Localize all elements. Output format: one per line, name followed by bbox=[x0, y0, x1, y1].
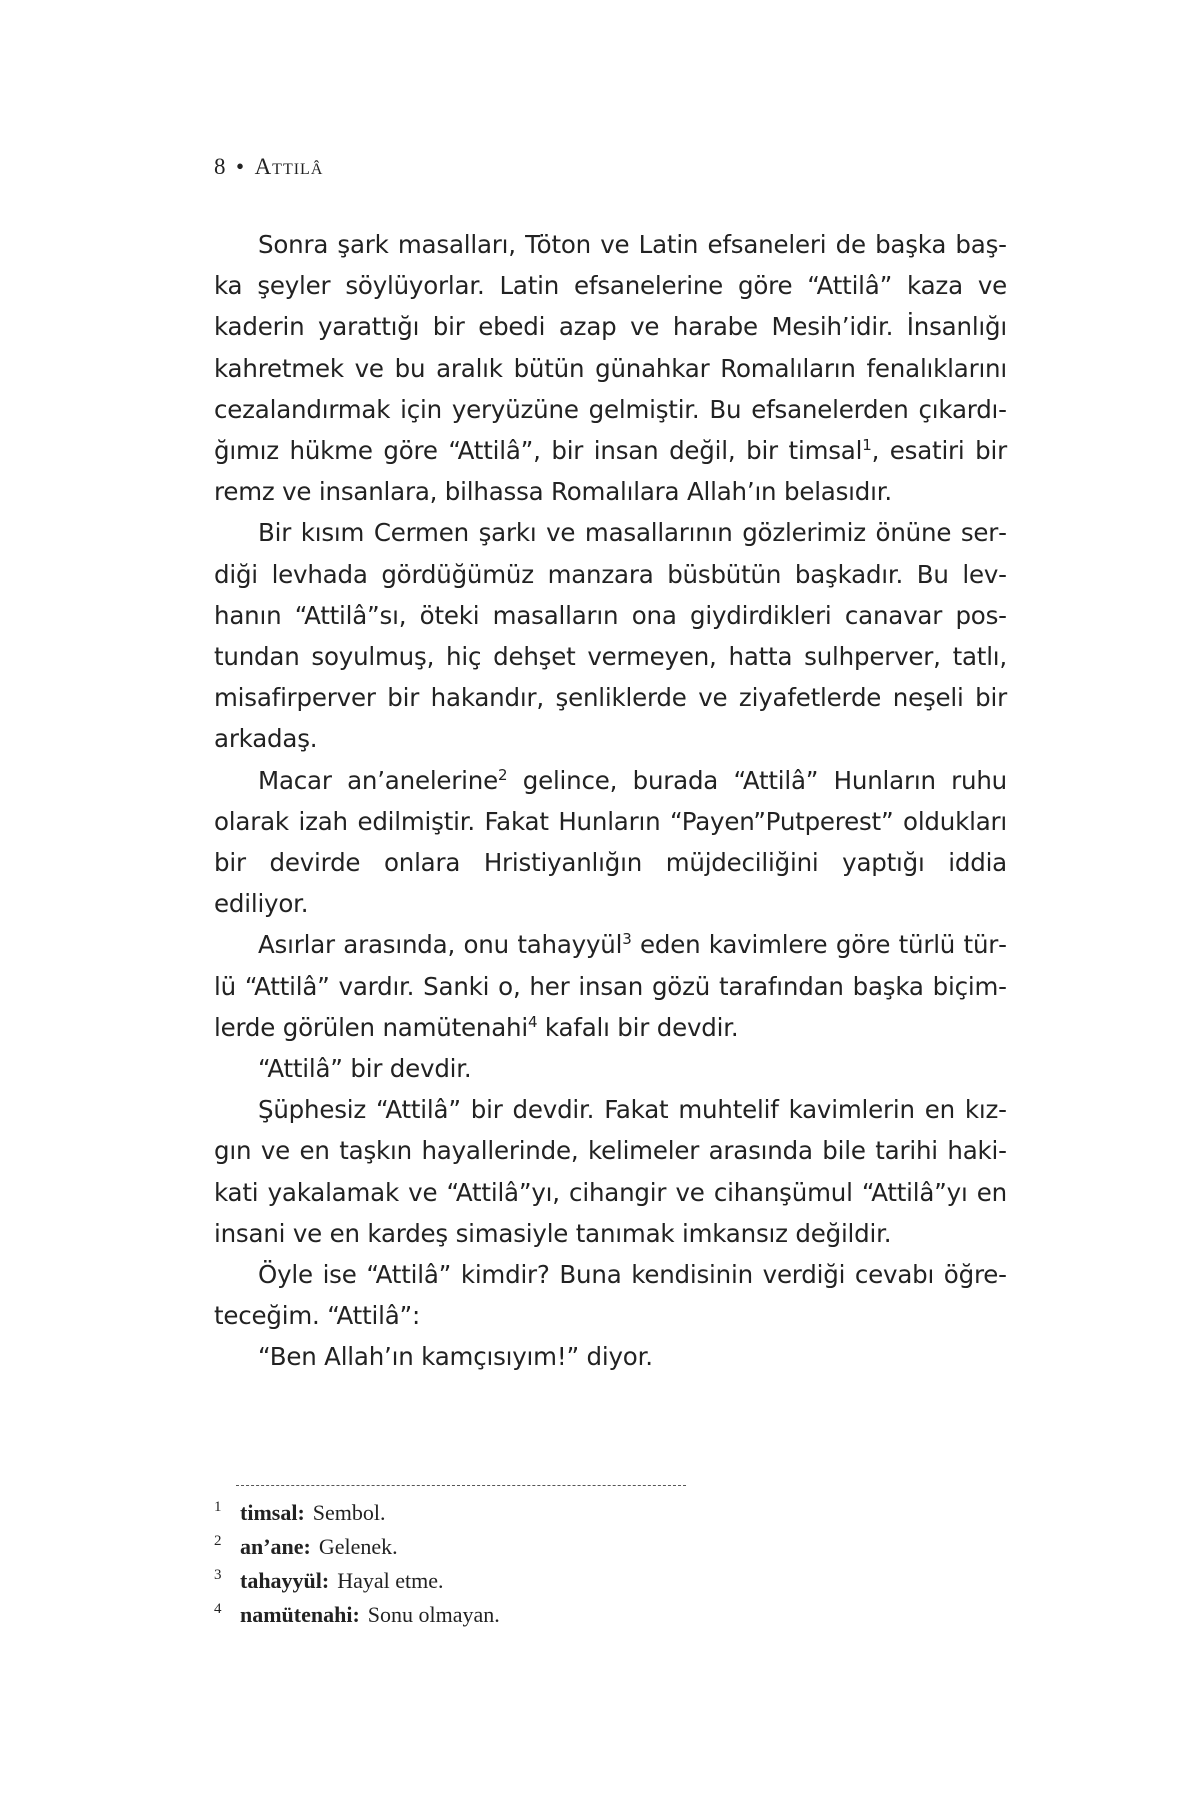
running-head bbox=[214, 154, 323, 180]
footnote bbox=[214, 1564, 914, 1598]
paragraph-text: Macar an’anelerine bbox=[258, 765, 498, 795]
paragraph bbox=[214, 760, 1007, 925]
paragraph bbox=[214, 924, 1007, 1048]
paragraph-text: gelince, burada “Attilâ” Hunların ruhu olarak izah edilmiştir. Fakat Hunların “Payen”Putperest” oldukları bir devirde onlara Hristiyanlığın müjdeciliğini yaptığı iddia ediliyor. bbox=[214, 765, 1008, 919]
paragraph-text: , esatiri bir remz ve insanlara, bilhassa Romalılara Allah’ın belasıdır. bbox=[214, 436, 1007, 507]
book-title: Attilâ bbox=[254, 154, 324, 179]
paragraph-text: “Ben Allah’ın kamçısıyım!” diyor. bbox=[258, 1342, 653, 1372]
footnote-term: an’ane: bbox=[240, 1534, 311, 1559]
paragraph-text: Asırlar arasında, onu tahayyül bbox=[258, 930, 623, 960]
footnote-term: namütenahi: bbox=[240, 1602, 360, 1627]
footnote-term: timsal: bbox=[240, 1500, 305, 1525]
paragraph bbox=[214, 1254, 1007, 1336]
paragraph-text: Bir kısım Cermen şarkı ve masallarının gözlerimiz önüne serdiği levhada gördüğümüz manzara büsbütün başkadır. Bu levhanın “Attilâ”sı, öteki masalların ona giydirdikleri canavar postundan soyulmuş, hiç dehşet vermeyen, hatta sulhperver, tatlı, misafirperver bir hakandır, şenliklerde ve ziyafetlerde neşeli bir arkadaş. bbox=[214, 518, 1007, 754]
footnote bbox=[214, 1496, 914, 1530]
footnote-term: tahayyül: bbox=[240, 1568, 330, 1593]
body-text bbox=[214, 224, 1007, 1378]
footnote-number: 3 bbox=[214, 1567, 222, 1583]
footnote-number: 4 bbox=[214, 1601, 222, 1617]
footnote-definition: Sonu olmayan. bbox=[367, 1602, 500, 1627]
page-number: 8 bbox=[214, 154, 226, 179]
paragraph-text: Öyle ise “Attilâ” kimdir? Buna kendisinin verdiği cevabı öğreteceğim. “Attilâ”: bbox=[214, 1260, 1007, 1331]
footnote-ref: 4 bbox=[527, 1012, 538, 1031]
paragraph bbox=[214, 224, 1007, 512]
footnote-divider bbox=[236, 1485, 686, 1486]
footnote-ref: 1 bbox=[862, 435, 872, 454]
paragraph-text: Şüphesiz “Attilâ” bir devdir. Fakat muhtelif kavimlerin en kızgın ve en taşkın hayallerinde, kelimeler arasında bile tarihi hakikati yakalamak ve “Attilâ”yı, cihangir ve cihanşümul “Attilâ”yı en insani ve en kardeş simasiyle tanımak imkansız değildir. bbox=[214, 1095, 1007, 1248]
paragraph-text: “Attilâ” bir devdir. bbox=[258, 1054, 472, 1084]
footnote-definition: Hayal etme. bbox=[337, 1568, 444, 1593]
footnotes bbox=[214, 1496, 914, 1632]
paragraph bbox=[214, 1089, 1007, 1254]
paragraph bbox=[214, 1336, 1007, 1377]
footnote-ref: 3 bbox=[622, 930, 632, 949]
footnote-definition: Gelenek. bbox=[318, 1534, 398, 1559]
footnote-ref: 2 bbox=[498, 765, 508, 784]
paragraph bbox=[214, 1048, 1007, 1089]
footnote bbox=[214, 1530, 914, 1564]
header-separator: • bbox=[236, 154, 245, 179]
paragraph-text: eden kavimlere göre türlü türlü “Attilâ” vardır. Sanki o, her insan gözü tarafından başka biçimlerde görülen namütenahi bbox=[214, 930, 1007, 1042]
footnote-number: 2 bbox=[214, 1533, 222, 1549]
footnote-number: 1 bbox=[214, 1499, 222, 1515]
footnote-definition: Sembol. bbox=[312, 1500, 386, 1525]
paragraph bbox=[214, 512, 1007, 759]
paragraph-text: kafalı bir devdir. bbox=[537, 1012, 739, 1042]
paragraph-text: Sonra şark masalları, Töton ve Latin efsaneleri de başka başka şeyler söylüyorlar. Latin efsanelerine göre “Attilâ” kaza ve kaderin yarattığı bir ebedi azap ve harabe Mesih’idir. İnsanlığı kahretmek ve bu aralık bütün günahkar Romalıların fenalıklarını cezalandırmak için yeryüzüne gelmiştir. Bu efsanelerden çıkardığımız hükme göre “Attilâ”, bir insan değil, bir timsal bbox=[214, 230, 1007, 466]
footnote bbox=[214, 1598, 914, 1632]
